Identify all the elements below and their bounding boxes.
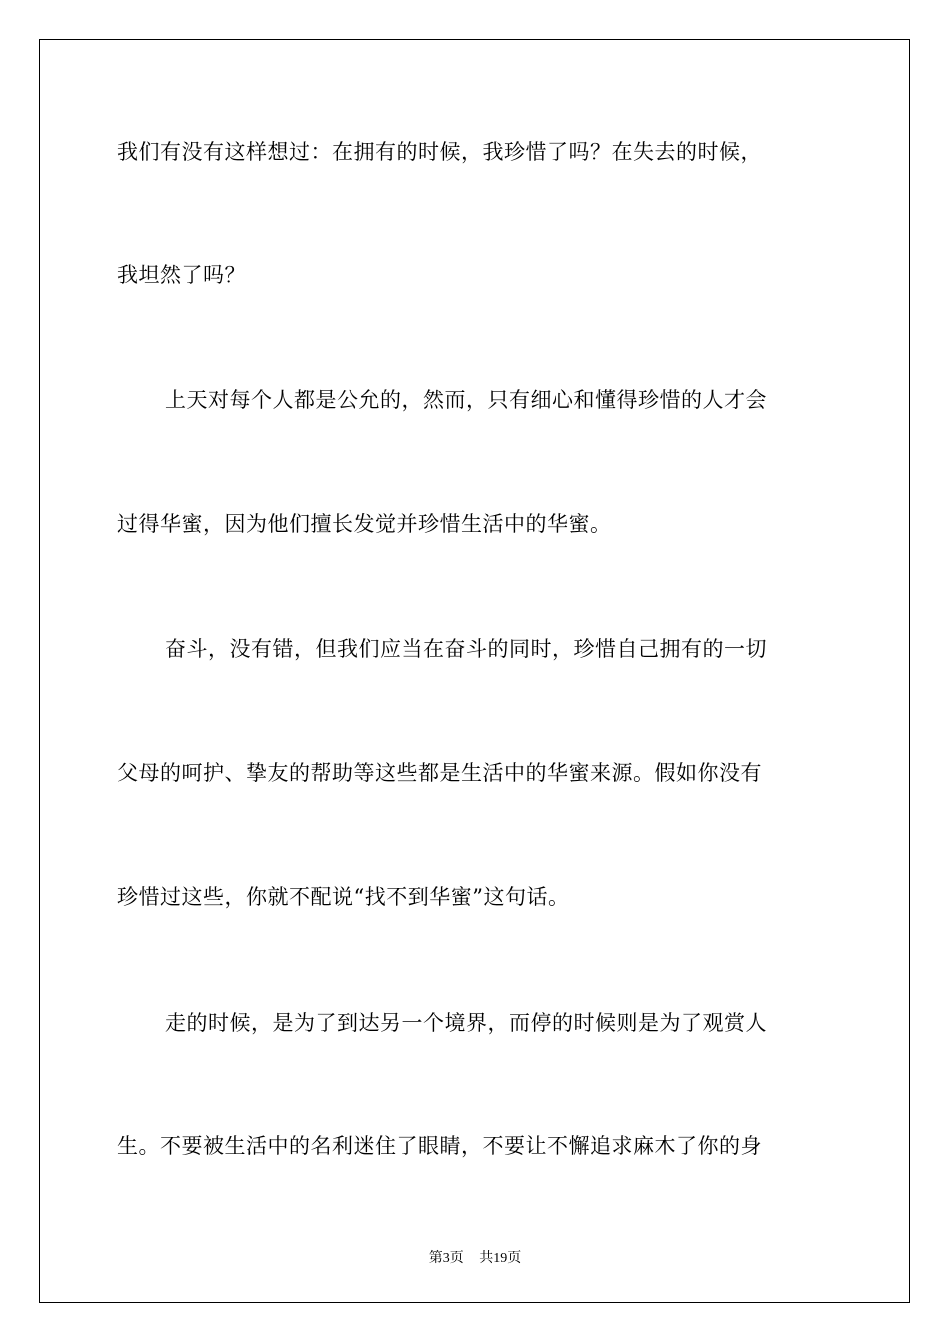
text-line-9: 生。不要被生活中的名利迷住了眼睛，不要让不懈追求麻木了你的身: [117, 1134, 762, 1158]
text-line-3: 上天对每个人都是公允的，然而，只有细心和懂得珍惜的人才会: [165, 388, 767, 412]
text-line-6: 父母的呵护、挚友的帮助等这些都是生活中的华蜜来源。假如你没有: [117, 761, 762, 785]
page-footer: [0, 1247, 950, 1267]
text-line-1: 我们有没有这样想过：在拥有的时候，我珍惜了吗？在失去的时候，: [117, 140, 762, 164]
text-line-4: 过得华蜜，因为他们擅长发觉并珍惜生活中的华蜜。: [117, 512, 612, 536]
page-total: 共19页: [479, 1251, 522, 1266]
text-line-7: 珍惜过这些，你就不配说“找不到华蜜”这句话。: [117, 885, 570, 909]
text-line-2: 我坦然了吗？: [117, 263, 246, 287]
page-border: [39, 39, 910, 1303]
text-line-5: 奋斗，没有错，但我们应当在奋斗的同时，珍惜自己拥有的一切: [165, 637, 767, 661]
page-number: 第3页: [428, 1251, 464, 1266]
text-line-8: 走的时候，是为了到达另一个境界，而停的时候则是为了观赏人: [165, 1011, 767, 1035]
